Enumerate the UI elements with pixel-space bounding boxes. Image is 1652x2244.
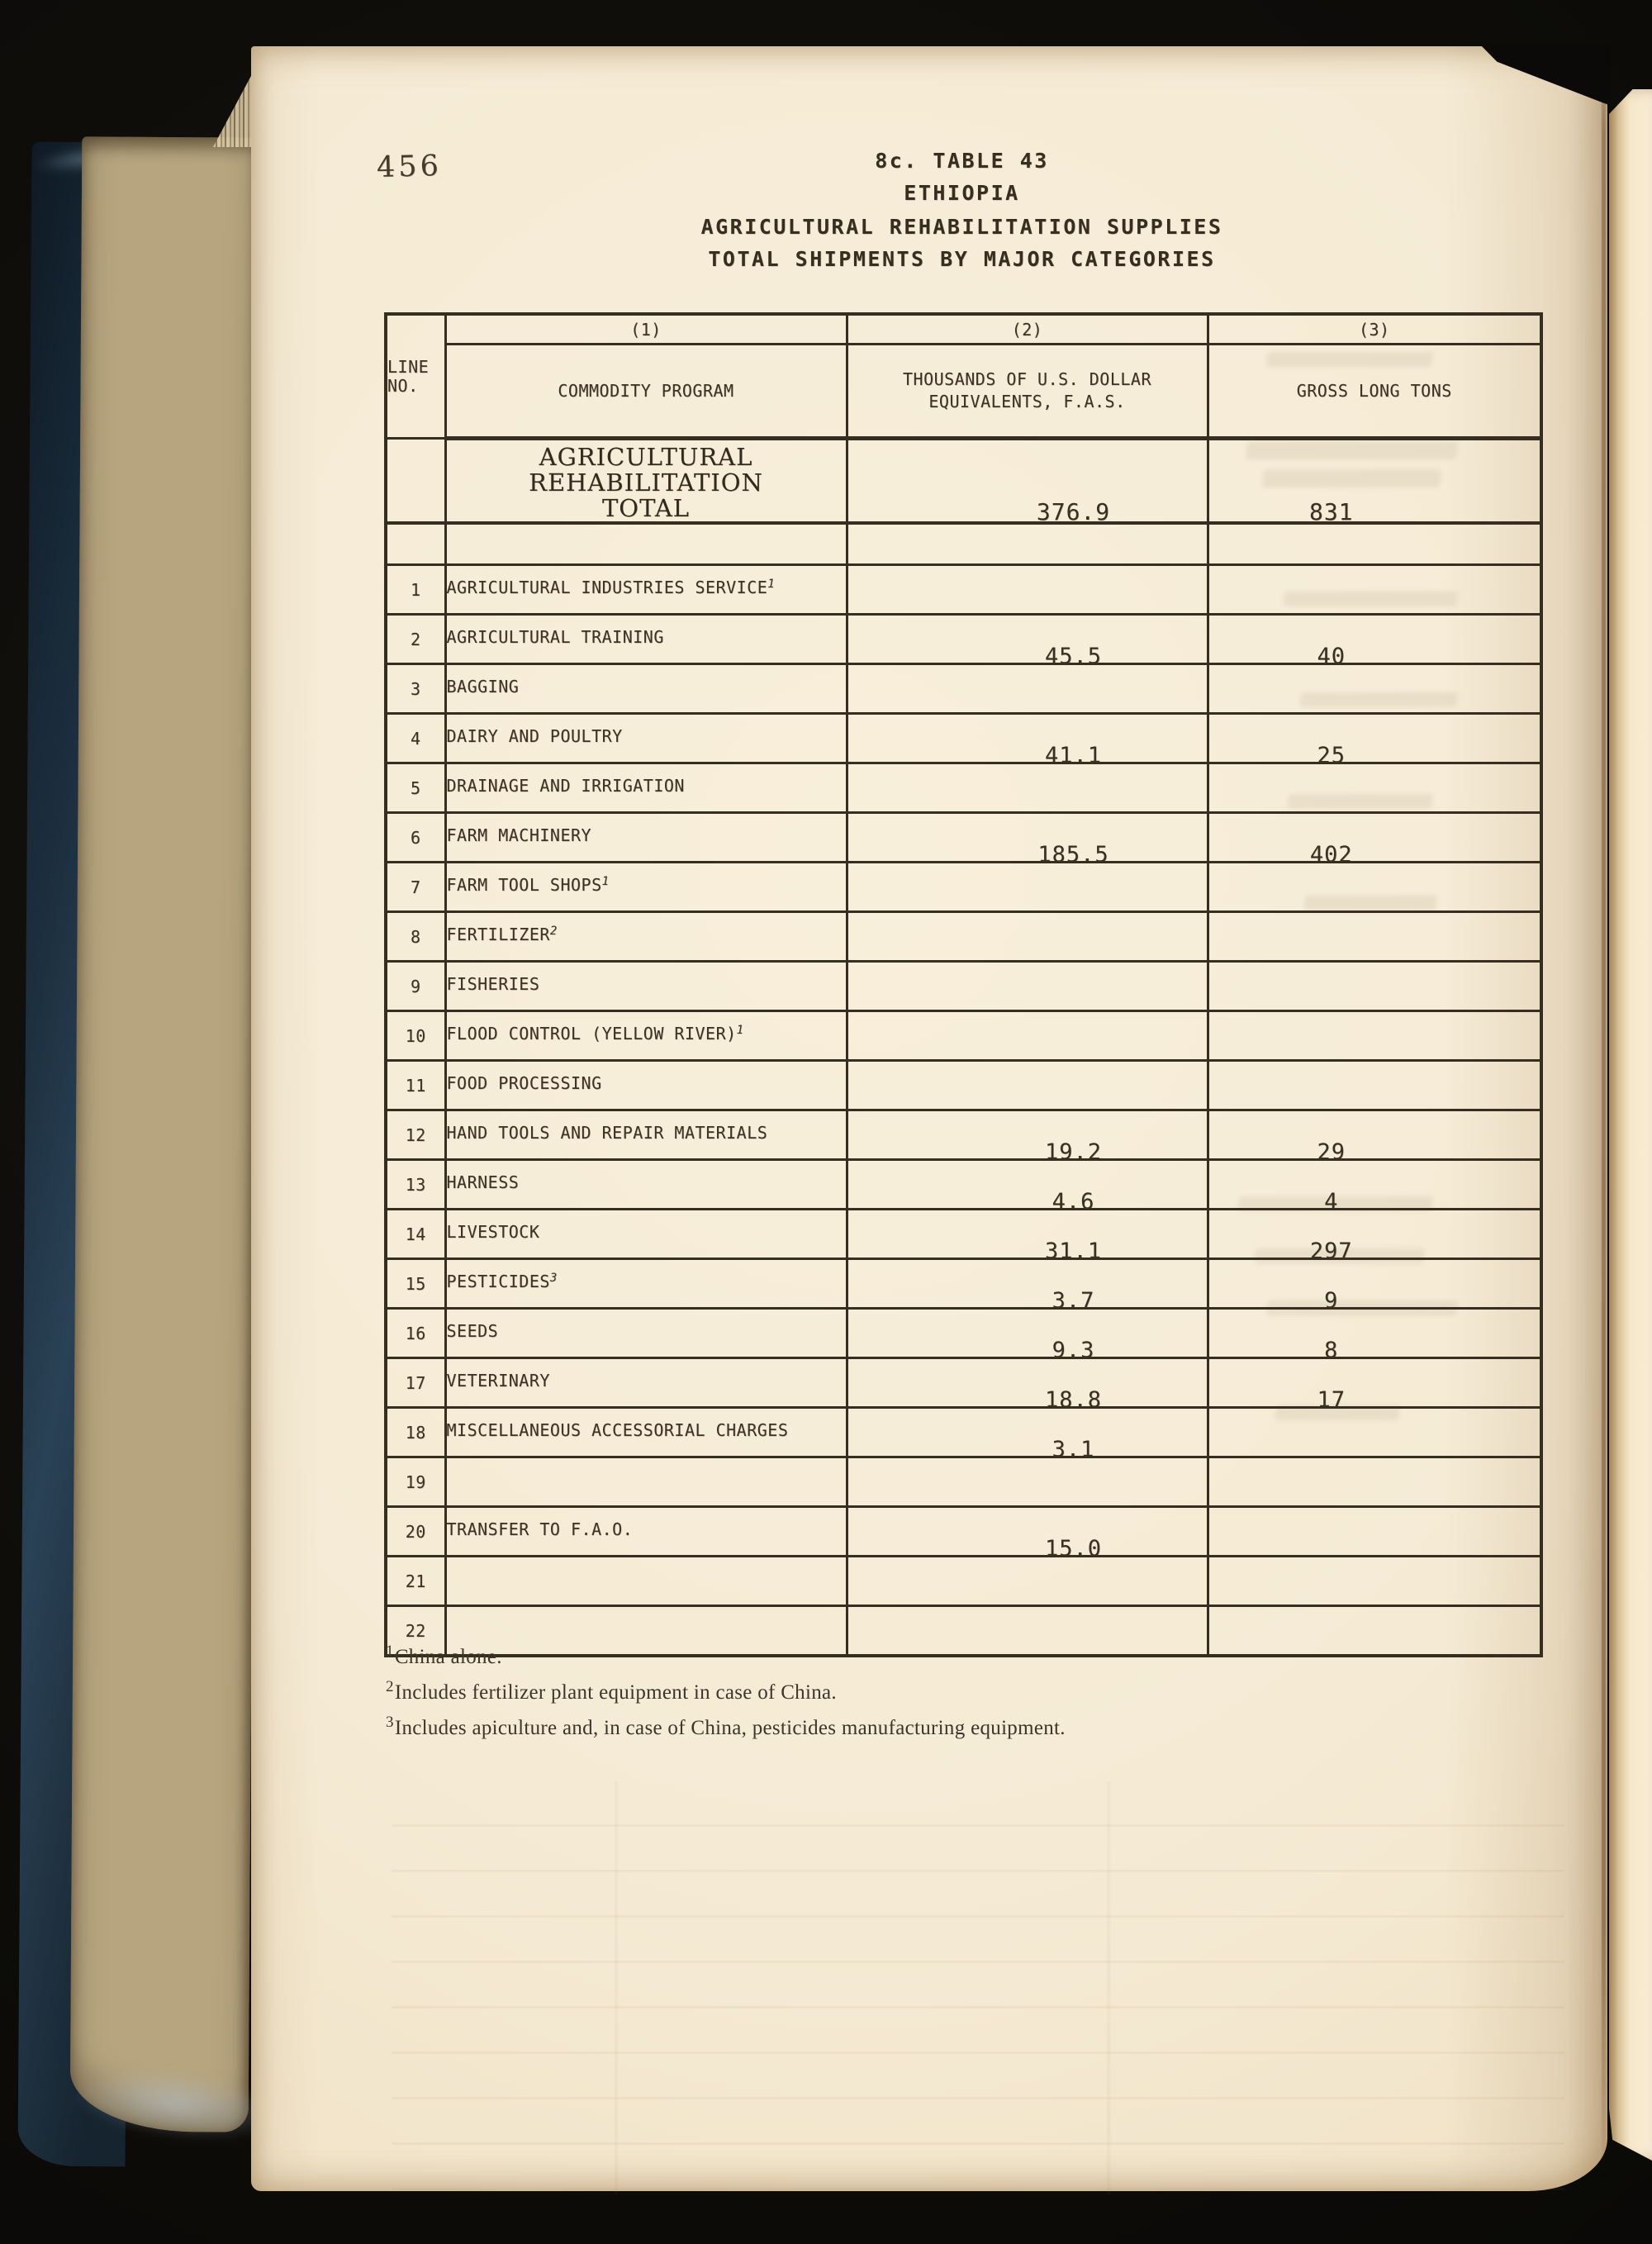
tons-value: 25 (1317, 743, 1346, 768)
line-number-cell: 19 (386, 1457, 445, 1507)
tons-value: 9 (1324, 1288, 1339, 1314)
dollars-cell (847, 615, 1208, 669)
dollars-cell (847, 1011, 1208, 1061)
footnote-1-text: China alone. (394, 1646, 502, 1668)
line-number-cell: 9 (386, 962, 445, 1011)
page-edge-stack (70, 136, 261, 2132)
commodity-cell (445, 1507, 847, 1557)
tons-value: 17 (1317, 1387, 1346, 1413)
footnote-marker: 2 (549, 924, 558, 938)
table-row (386, 1210, 1541, 1259)
commodity-label: FLOOD CONTROL (YELLOW RIVER) (446, 1023, 737, 1044)
total-tons-value: 831 (1308, 498, 1354, 525)
commodity-cell (445, 813, 847, 863)
footnote-marker: 3 (549, 1271, 558, 1285)
table-row (386, 1606, 1541, 1657)
dollars-cell (847, 664, 1208, 714)
footnote-2-text: Includes fertilizer plant equipment in case of China. (394, 1681, 837, 1704)
commodity-label: VETERINARY (446, 1370, 550, 1391)
dollars-value: 41.1 (1044, 743, 1103, 768)
header-row (386, 345, 1541, 439)
dollars-value: 19.2 (1044, 1139, 1103, 1165)
commodity-cell (445, 863, 847, 912)
footnote-2-marker: 2 (386, 1678, 394, 1695)
tons-cell (1208, 1408, 1541, 1457)
facing-page-sliver (1609, 89, 1652, 2161)
dollars-cell (847, 1259, 1208, 1314)
commodity-label: FOOD PROCESSING (446, 1072, 602, 1093)
dollars-cell (847, 1606, 1208, 1657)
dollars-value: 4.6 (1051, 1189, 1095, 1215)
commodity-label: SEEDS (446, 1320, 499, 1341)
tons-cell (1208, 615, 1541, 669)
verso-bleed-ruling (392, 1781, 1564, 2194)
table-row (386, 1358, 1541, 1408)
commodity-label: MISCELLANEOUS ACCESSORIAL CHARGES (446, 1419, 789, 1440)
line-number-cell: 6 (386, 813, 445, 863)
country-title: ETHIOPIA (904, 181, 1020, 205)
footnote-marker: 1 (736, 1023, 744, 1037)
commodity-cell (445, 912, 847, 962)
dollars-cell (847, 962, 1208, 1011)
tons-cell (1208, 912, 1541, 962)
spacer-row (386, 523, 1541, 565)
footnote-1-marker: 1 (386, 1643, 394, 1660)
dollars-value: 3.7 (1051, 1288, 1095, 1314)
line-number-cell: 5 (386, 763, 445, 813)
commodity-cell (445, 1061, 847, 1110)
table-row (386, 912, 1541, 962)
dollars-cell (847, 813, 1208, 868)
commodity-header-cell: COMMODITY PROGRAM (445, 345, 847, 439)
table-row (386, 763, 1541, 813)
tons-value: 4 (1324, 1189, 1339, 1215)
commodity-label: DRAINAGE AND IRRIGATION (446, 775, 685, 796)
commodity-label: FARM TOOL SHOPS (446, 874, 602, 895)
dollars-cell (847, 1309, 1208, 1363)
dollars-header-cell (847, 345, 1208, 439)
tons-cell (1208, 813, 1541, 868)
line-number-cell: 13 (386, 1160, 445, 1210)
line-number-cell: 2 (386, 615, 445, 664)
tons-value: 29 (1317, 1139, 1346, 1165)
commodity-cell (445, 1358, 847, 1408)
tons-cell (1208, 1309, 1541, 1363)
gutter-crease (1602, 50, 1606, 2177)
tons-value: 297 (1309, 1238, 1353, 1264)
tons-cell (1208, 1457, 1541, 1507)
dollars-header-line1: THOUSANDS OF U.S. DOLLAR (903, 369, 1151, 389)
dollars-value: 18.8 (1044, 1387, 1103, 1413)
dollars-cell (847, 912, 1208, 962)
commodity-label: BAGGING (446, 676, 520, 696)
commodity-label: HAND TOOLS AND REPAIR MATERIALS (446, 1122, 768, 1143)
commodity-cell (445, 714, 847, 763)
tons-cell (1208, 1160, 1541, 1215)
dollars-cell (847, 1557, 1208, 1606)
tons-cell (1208, 565, 1541, 615)
total-dollars-value: 376.9 (1036, 498, 1111, 525)
tons-cell (1208, 1110, 1541, 1165)
commodity-cell (445, 565, 847, 615)
dollars-cell (847, 1358, 1208, 1413)
dollars-cell (847, 1110, 1208, 1165)
tons-cell (1208, 1358, 1541, 1413)
dollars-value: 3.1 (1051, 1437, 1095, 1462)
line-number-cell: 15 (386, 1259, 445, 1309)
table-row (386, 1408, 1541, 1457)
commodity-label: AGRICULTURAL INDUSTRIES SERVICE (446, 577, 768, 597)
tons-value: 8 (1324, 1338, 1339, 1363)
line-number-cell: 20 (386, 1507, 445, 1557)
column-number-1: (1) (445, 314, 847, 345)
commodity-cell (445, 1110, 847, 1160)
total-label-cell (445, 439, 847, 524)
line-number-cell: 16 (386, 1309, 445, 1358)
tons-cell (1208, 1606, 1541, 1657)
table-row (386, 1457, 1541, 1507)
dollars-cell (847, 1408, 1208, 1462)
dollars-header-line2: EQUIVALENTS, F.A.S. (928, 392, 1126, 411)
tons-cell (1208, 1061, 1541, 1110)
footnote-3 (386, 1714, 1066, 1740)
table-row (386, 714, 1541, 763)
total-tons-cell (1208, 439, 1541, 524)
dollars-cell (847, 1160, 1208, 1215)
dollars-value: 31.1 (1044, 1238, 1103, 1264)
commodity-cell (445, 1011, 847, 1061)
table-row (386, 565, 1541, 615)
commodity-label: LIVESTOCK (446, 1221, 540, 1242)
commodity-cell (445, 1259, 847, 1309)
commodity-cell (445, 1210, 847, 1259)
dollars-value: 9.3 (1051, 1338, 1095, 1363)
line-number-cell: 4 (386, 714, 445, 763)
dollars-value: 15.0 (1044, 1536, 1103, 1562)
total-row (386, 439, 1541, 524)
line-number-cell: 22 (386, 1606, 445, 1657)
commodity-label: PESTICIDES (446, 1271, 550, 1291)
footnote-marker: 1 (767, 577, 775, 591)
line-no-label-top: LINE (387, 356, 430, 377)
tons-cell (1208, 763, 1541, 813)
dollars-cell (847, 863, 1208, 912)
total-label-line2: TOTAL (601, 494, 691, 522)
table-row (386, 1061, 1541, 1110)
commodity-label: DAIRY AND POULTRY (446, 725, 623, 746)
line-number-cell: 11 (386, 1061, 445, 1110)
column-number-2: (2) (847, 314, 1208, 345)
dollars-cell (847, 1210, 1208, 1264)
commodity-cell (445, 1606, 847, 1657)
tons-value: 402 (1309, 842, 1353, 868)
tons-cell (1208, 1259, 1541, 1314)
footnote-3-marker: 3 (386, 1714, 394, 1731)
line-number-cell: 7 (386, 863, 445, 912)
table-row (386, 1110, 1541, 1160)
page-number: 456 (376, 149, 443, 185)
table-subtitle-1: AGRICULTURAL REHABILITATION SUPPLIES (700, 215, 1223, 239)
commodity-cell (445, 664, 847, 714)
total-dollars-cell (847, 439, 1208, 524)
commodity-cell (445, 1457, 847, 1507)
tons-cell (1208, 962, 1541, 1011)
table-row (386, 962, 1541, 1011)
dollars-cell (847, 714, 1208, 768)
table-subtitle-2: TOTAL SHIPMENTS BY MAJOR CATEGORIES (708, 247, 1216, 271)
column-number-3: (3) (1208, 314, 1541, 345)
total-lineno-cell (386, 439, 445, 524)
line-no-header-cell (386, 314, 445, 439)
commodity-cell (445, 962, 847, 1011)
table-row (386, 1507, 1541, 1557)
footnote-1 (386, 1643, 502, 1669)
line-number-cell: 1 (386, 565, 445, 615)
commodity-cell (445, 615, 847, 664)
dollars-cell (847, 565, 1208, 615)
tons-value: 40 (1317, 644, 1346, 669)
commodity-label: TRANSFER TO F.A.O. (446, 1519, 634, 1539)
dollars-cell (847, 1507, 1208, 1562)
table-row (386, 1557, 1541, 1606)
commodity-label: FISHERIES (446, 973, 540, 994)
line-number-cell: 18 (386, 1408, 445, 1457)
commodity-label: AGRICULTURAL TRAINING (446, 626, 664, 647)
commodity-label: FARM MACHINERY (446, 825, 592, 845)
line-number-cell: 8 (386, 912, 445, 962)
commodity-cell (445, 1408, 847, 1457)
tons-cell (1208, 1210, 1541, 1264)
dollars-cell (847, 1061, 1208, 1110)
line-number-cell: 10 (386, 1011, 445, 1061)
table-row (386, 863, 1541, 912)
line-no-label-bottom: NO. (387, 375, 419, 396)
tons-cell (1208, 664, 1541, 714)
table-row (386, 1011, 1541, 1061)
tons-cell (1208, 1557, 1541, 1606)
commodity-label: FERTILIZER (446, 924, 550, 944)
commodity-cell (445, 763, 847, 813)
shipments-table (384, 312, 1543, 1657)
line-number-cell: 3 (386, 664, 445, 714)
tons-cell (1208, 1011, 1541, 1061)
tons-cell (1208, 1507, 1541, 1557)
table-row (386, 1259, 1541, 1309)
table-row (386, 1309, 1541, 1358)
footnote-3-text: Includes apiculture and, in case of China, pesticides manufacturing equipment. (394, 1717, 1066, 1739)
line-number-cell: 14 (386, 1210, 445, 1259)
table-caption: 8c. TABLE 43 (875, 149, 1049, 173)
tons-cell (1208, 714, 1541, 768)
dollars-cell (847, 1457, 1208, 1507)
line-number-cell: 12 (386, 1110, 445, 1160)
tons-cell (1208, 863, 1541, 912)
line-number-cell: 17 (386, 1358, 445, 1408)
table-row (386, 813, 1541, 863)
table-row (386, 615, 1541, 664)
tons-header-cell: GROSS LONG TONS (1208, 345, 1541, 439)
column-number-row (386, 314, 1541, 345)
dollars-cell (847, 763, 1208, 813)
commodity-cell (445, 1309, 847, 1358)
commodity-cell (445, 1557, 847, 1606)
dollars-value: 45.5 (1044, 644, 1103, 669)
dollars-value: 185.5 (1037, 842, 1109, 868)
total-label-line1: AGRICULTURAL REHABILITATION (529, 443, 763, 497)
line-number-cell: 21 (386, 1557, 445, 1606)
commodity-cell (445, 1160, 847, 1210)
commodity-label: HARNESS (446, 1172, 520, 1192)
table-row (386, 664, 1541, 714)
book-page (251, 46, 1607, 2191)
table-row (386, 1160, 1541, 1210)
footnote-marker: 1 (601, 874, 610, 888)
footnote-2 (386, 1678, 837, 1704)
